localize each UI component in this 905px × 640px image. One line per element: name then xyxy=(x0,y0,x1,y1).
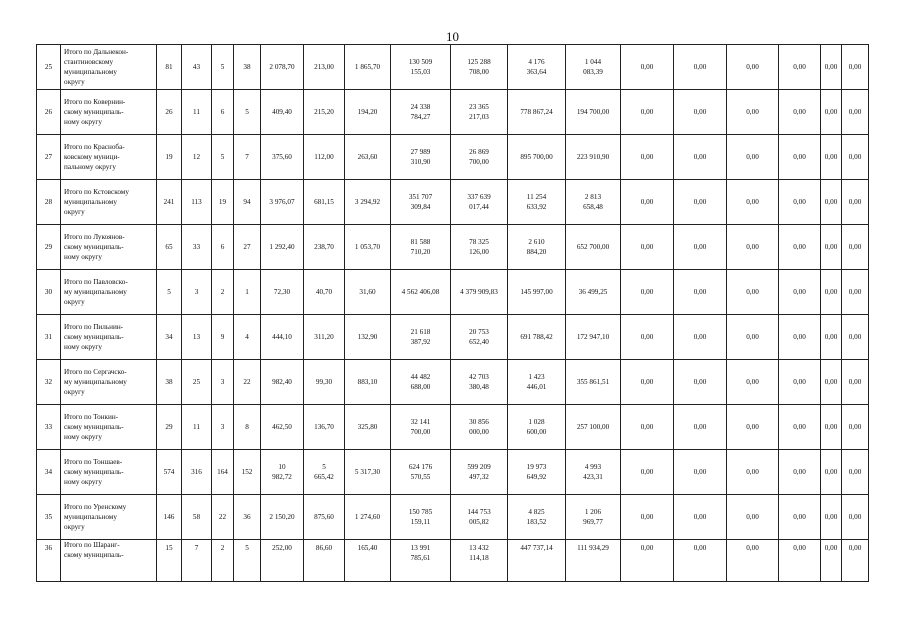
count-c-cell: 4 xyxy=(234,315,261,360)
amount-col-13-cell: 0,00 xyxy=(674,225,727,270)
count-b-cell: 5 xyxy=(212,45,234,90)
amount-col-13-cell: 0,00 xyxy=(674,450,727,495)
count-c-cell: 27 xyxy=(234,225,261,270)
amount-col-15-cell: 0,00 xyxy=(779,405,821,450)
count-a-cell: 25 xyxy=(182,360,212,405)
municipality-name-cell: Итого по Лукоянов- скому муниципаль- ному округу xyxy=(61,225,157,270)
count-a-cell: 33 xyxy=(182,225,212,270)
area-b-cell: 194,20 xyxy=(345,90,391,135)
count-a-cell: 43 xyxy=(182,45,212,90)
amount-total-cell: 13 991 785,61 xyxy=(391,540,451,582)
amount-col-16-cell: 0,00 xyxy=(821,180,842,225)
amount-col-13-cell: 0,00 xyxy=(674,45,727,90)
amount-col-12-cell: 0,00 xyxy=(621,495,674,540)
amount-col-15-cell: 0,00 xyxy=(779,45,821,90)
amount-total-cell: 32 141 700,00 xyxy=(391,405,451,450)
area-b-cell: 132,90 xyxy=(345,315,391,360)
count-c-cell: 94 xyxy=(234,180,261,225)
area-a-cell: 875,60 xyxy=(304,495,345,540)
count-b-cell: 2 xyxy=(212,270,234,315)
count-total-cell: 38 xyxy=(157,360,182,405)
municipality-name-cell: Итого по Ковернин- скому муниципаль- ному округу xyxy=(61,90,157,135)
count-b-cell: 2 xyxy=(212,540,234,582)
table-row xyxy=(37,450,869,495)
amount-col-16-cell: 0,00 xyxy=(821,135,842,180)
table-row xyxy=(37,225,869,270)
amount-col-17-cell: 0,00 xyxy=(842,495,869,540)
amount-col-12-cell: 0,00 xyxy=(621,405,674,450)
row-number-cell: 30 xyxy=(37,270,61,315)
count-c-cell: 7 xyxy=(234,135,261,180)
table-row xyxy=(37,405,869,450)
amount-col-12-cell: 0,00 xyxy=(621,45,674,90)
area-total-cell: 375,60 xyxy=(261,135,304,180)
count-c-cell: 152 xyxy=(234,450,261,495)
table-row xyxy=(37,540,869,582)
amount-regional-cell: 4 825 183,52 xyxy=(508,495,566,540)
amount-regional-cell: 895 700,00 xyxy=(508,135,566,180)
count-c-cell: 5 xyxy=(234,540,261,582)
amount-regional-cell: 778 867,24 xyxy=(508,90,566,135)
amount-col-16-cell: 0,00 xyxy=(821,270,842,315)
row-number-cell: 35 xyxy=(37,495,61,540)
amount-col-12-cell: 0,00 xyxy=(621,315,674,360)
count-a-cell: 11 xyxy=(182,405,212,450)
amount-regional-cell: 447 737,14 xyxy=(508,540,566,582)
amount-col-17-cell: 0,00 xyxy=(842,225,869,270)
count-b-cell: 3 xyxy=(212,360,234,405)
amount-col-15-cell: 0,00 xyxy=(779,225,821,270)
amount-col-15-cell: 0,00 xyxy=(779,360,821,405)
area-total-cell: 409,40 xyxy=(261,90,304,135)
row-number-cell: 32 xyxy=(37,360,61,405)
amount-total-cell: 150 785 159,11 xyxy=(391,495,451,540)
municipality-name-cell: Итого по Тонкин- скому муниципаль- ному округу xyxy=(61,405,157,450)
area-b-cell: 31,60 xyxy=(345,270,391,315)
area-b-cell: 1 053,70 xyxy=(345,225,391,270)
count-b-cell: 22 xyxy=(212,495,234,540)
amount-regional-cell: 11 254 633,92 xyxy=(508,180,566,225)
amount-col-16-cell: 0,00 xyxy=(821,315,842,360)
row-number-cell: 31 xyxy=(37,315,61,360)
area-a-cell: 86,60 xyxy=(304,540,345,582)
row-number-cell: 28 xyxy=(37,180,61,225)
amount-local-cell: 36 499,25 xyxy=(566,270,621,315)
count-b-cell: 164 xyxy=(212,450,234,495)
amount-col-13-cell: 0,00 xyxy=(674,135,727,180)
area-total-cell: 2 150,20 xyxy=(261,495,304,540)
amount-federal-cell: 4 379 909,83 xyxy=(451,270,508,315)
amount-local-cell: 194 700,00 xyxy=(566,90,621,135)
count-b-cell: 5 xyxy=(212,135,234,180)
amount-total-cell: 130 509 155,03 xyxy=(391,45,451,90)
amount-col-17-cell: 0,00 xyxy=(842,405,869,450)
count-a-cell: 3 xyxy=(182,270,212,315)
area-b-cell: 5 317,30 xyxy=(345,450,391,495)
table-row xyxy=(37,360,869,405)
table-row xyxy=(37,90,869,135)
row-number-cell: 36 xyxy=(37,540,61,582)
area-total-cell: 10 982,72 xyxy=(261,450,304,495)
count-total-cell: 34 xyxy=(157,315,182,360)
municipality-name-cell: Итого по Павловско- му муниципальному округу xyxy=(61,270,157,315)
municipality-name-cell: Итого по Кстовскому муниципальному округу xyxy=(61,180,157,225)
amount-regional-cell: 19 973 649,92 xyxy=(508,450,566,495)
count-total-cell: 15 xyxy=(157,540,182,582)
amount-federal-cell: 337 639 017,44 xyxy=(451,180,508,225)
amount-local-cell: 1 206 969,77 xyxy=(566,495,621,540)
count-a-cell: 58 xyxy=(182,495,212,540)
area-total-cell: 2 078,70 xyxy=(261,45,304,90)
amount-col-17-cell: 0,00 xyxy=(842,315,869,360)
amount-col-13-cell: 0,00 xyxy=(674,90,727,135)
amount-local-cell: 223 910,90 xyxy=(566,135,621,180)
count-b-cell: 3 xyxy=(212,405,234,450)
area-a-cell: 681,15 xyxy=(304,180,345,225)
amount-col-14-cell: 0,00 xyxy=(727,540,779,582)
amount-col-14-cell: 0,00 xyxy=(727,45,779,90)
amount-col-15-cell: 0,00 xyxy=(779,315,821,360)
area-b-cell: 1 274,60 xyxy=(345,495,391,540)
amount-col-16-cell: 0,00 xyxy=(821,450,842,495)
count-total-cell: 65 xyxy=(157,225,182,270)
count-total-cell: 574 xyxy=(157,450,182,495)
count-total-cell: 29 xyxy=(157,405,182,450)
amount-federal-cell: 23 365 217,03 xyxy=(451,90,508,135)
table-row xyxy=(37,270,869,315)
row-number-cell: 29 xyxy=(37,225,61,270)
amount-col-14-cell: 0,00 xyxy=(727,90,779,135)
table-row xyxy=(37,495,869,540)
count-b-cell: 6 xyxy=(212,90,234,135)
table-row xyxy=(37,315,869,360)
amount-col-15-cell: 0,00 xyxy=(779,135,821,180)
amount-total-cell: 351 707 309,84 xyxy=(391,180,451,225)
amount-col-14-cell: 0,00 xyxy=(727,315,779,360)
count-total-cell: 241 xyxy=(157,180,182,225)
municipality-name-cell: Итого по Тоншаев- скому муниципаль- ному округу xyxy=(61,450,157,495)
amount-local-cell: 111 934,29 xyxy=(566,540,621,582)
amount-total-cell: 4 562 406,08 xyxy=(391,270,451,315)
count-a-cell: 13 xyxy=(182,315,212,360)
amount-local-cell: 1 044 083,39 xyxy=(566,45,621,90)
amount-local-cell: 172 947,10 xyxy=(566,315,621,360)
amount-col-17-cell: 0,00 xyxy=(842,180,869,225)
amount-local-cell: 257 100,00 xyxy=(566,405,621,450)
amount-regional-cell: 691 788,42 xyxy=(508,315,566,360)
area-b-cell: 883,10 xyxy=(345,360,391,405)
area-a-cell: 311,20 xyxy=(304,315,345,360)
amount-col-17-cell: 0,00 xyxy=(842,45,869,90)
area-a-cell: 215,20 xyxy=(304,90,345,135)
municipality-name-cell: Итого по Шаранг- скому муниципаль- xyxy=(61,540,157,582)
amount-federal-cell: 13 432 114,18 xyxy=(451,540,508,582)
row-number-cell: 26 xyxy=(37,90,61,135)
municipality-name-cell: Итого по Краснoба- ковскому муници- пальному округу xyxy=(61,135,157,180)
amount-col-12-cell: 0,00 xyxy=(621,540,674,582)
amount-col-14-cell: 0,00 xyxy=(727,495,779,540)
amount-col-15-cell: 0,00 xyxy=(779,495,821,540)
area-a-cell: 40,70 xyxy=(304,270,345,315)
amount-col-15-cell: 0,00 xyxy=(779,450,821,495)
municipality-name-cell: Итого по Дальнекон- стантиновскому муниципальному округу xyxy=(61,45,157,90)
count-a-cell: 11 xyxy=(182,90,212,135)
municipality-name-cell: Итого по Пильнин- скому муниципаль- ному округу xyxy=(61,315,157,360)
amount-regional-cell: 2 610 884,20 xyxy=(508,225,566,270)
amount-col-12-cell: 0,00 xyxy=(621,450,674,495)
amount-col-13-cell: 0,00 xyxy=(674,540,727,582)
amount-col-16-cell: 0,00 xyxy=(821,405,842,450)
row-number-cell: 25 xyxy=(37,45,61,90)
count-total-cell: 26 xyxy=(157,90,182,135)
count-total-cell: 81 xyxy=(157,45,182,90)
count-total-cell: 146 xyxy=(157,495,182,540)
amount-local-cell: 2 813 658,48 xyxy=(566,180,621,225)
amount-col-17-cell: 0,00 xyxy=(842,270,869,315)
amount-col-16-cell: 0,00 xyxy=(821,495,842,540)
amount-col-14-cell: 0,00 xyxy=(727,360,779,405)
area-total-cell: 252,00 xyxy=(261,540,304,582)
amount-col-16-cell: 0,00 xyxy=(821,90,842,135)
amount-col-16-cell: 0,00 xyxy=(821,225,842,270)
amount-col-14-cell: 0,00 xyxy=(727,450,779,495)
amount-federal-cell: 20 753 652,40 xyxy=(451,315,508,360)
amount-col-14-cell: 0,00 xyxy=(727,270,779,315)
amount-col-12-cell: 0,00 xyxy=(621,270,674,315)
area-total-cell: 462,50 xyxy=(261,405,304,450)
row-number-cell: 27 xyxy=(37,135,61,180)
amount-col-14-cell: 0,00 xyxy=(727,135,779,180)
amount-col-17-cell: 0,00 xyxy=(842,135,869,180)
count-b-cell: 6 xyxy=(212,225,234,270)
count-b-cell: 19 xyxy=(212,180,234,225)
area-a-cell: 136,70 xyxy=(304,405,345,450)
amount-col-12-cell: 0,00 xyxy=(621,360,674,405)
area-a-cell: 238,70 xyxy=(304,225,345,270)
page-number: 10 xyxy=(446,29,459,44)
amount-federal-cell: 30 856 000,00 xyxy=(451,405,508,450)
amount-federal-cell: 26 869 700,00 xyxy=(451,135,508,180)
table-row xyxy=(37,180,869,225)
amount-col-12-cell: 0,00 xyxy=(621,90,674,135)
count-a-cell: 316 xyxy=(182,450,212,495)
amount-local-cell: 355 861,51 xyxy=(566,360,621,405)
amount-col-12-cell: 0,00 xyxy=(621,225,674,270)
amount-regional-cell: 145 997,00 xyxy=(508,270,566,315)
amount-federal-cell: 144 753 005,82 xyxy=(451,495,508,540)
area-a-cell: 99,30 xyxy=(304,360,345,405)
count-b-cell: 9 xyxy=(212,315,234,360)
area-a-cell: 112,00 xyxy=(304,135,345,180)
amount-col-13-cell: 0,00 xyxy=(674,495,727,540)
area-b-cell: 3 294,92 xyxy=(345,180,391,225)
amount-col-12-cell: 0,00 xyxy=(621,135,674,180)
count-c-cell: 38 xyxy=(234,45,261,90)
table-body xyxy=(37,45,869,582)
count-c-cell: 36 xyxy=(234,495,261,540)
area-total-cell: 982,40 xyxy=(261,360,304,405)
amount-total-cell: 44 482 688,00 xyxy=(391,360,451,405)
data-table xyxy=(36,44,869,582)
count-a-cell: 7 xyxy=(182,540,212,582)
amount-total-cell: 27 989 310,90 xyxy=(391,135,451,180)
table-row xyxy=(37,135,869,180)
amount-col-16-cell: 0,00 xyxy=(821,540,842,582)
municipality-name-cell: Итого по Сергачско- му муниципальному округу xyxy=(61,360,157,405)
amount-col-16-cell: 0,00 xyxy=(821,360,842,405)
amount-col-16-cell: 0,00 xyxy=(821,45,842,90)
amount-col-14-cell: 0,00 xyxy=(727,405,779,450)
area-b-cell: 1 865,70 xyxy=(345,45,391,90)
municipality-name-cell: Итого по Уренскому муниципальному округу xyxy=(61,495,157,540)
count-total-cell: 5 xyxy=(157,270,182,315)
area-b-cell: 325,80 xyxy=(345,405,391,450)
amount-col-13-cell: 0,00 xyxy=(674,270,727,315)
amount-col-12-cell: 0,00 xyxy=(621,180,674,225)
area-total-cell: 1 292,40 xyxy=(261,225,304,270)
count-c-cell: 5 xyxy=(234,90,261,135)
amount-col-15-cell: 0,00 xyxy=(779,180,821,225)
count-total-cell: 19 xyxy=(157,135,182,180)
amount-col-15-cell: 0,00 xyxy=(779,90,821,135)
amount-local-cell: 652 700,00 xyxy=(566,225,621,270)
amount-col-13-cell: 0,00 xyxy=(674,180,727,225)
row-number-cell: 34 xyxy=(37,450,61,495)
area-a-cell: 5 665,42 xyxy=(304,450,345,495)
area-b-cell: 165,40 xyxy=(345,540,391,582)
area-a-cell: 213,00 xyxy=(304,45,345,90)
count-c-cell: 22 xyxy=(234,360,261,405)
amount-regional-cell: 4 176 363,64 xyxy=(508,45,566,90)
amount-col-14-cell: 0,00 xyxy=(727,180,779,225)
amount-col-13-cell: 0,00 xyxy=(674,315,727,360)
amount-total-cell: 624 176 570,55 xyxy=(391,450,451,495)
amount-total-cell: 81 588 710,20 xyxy=(391,225,451,270)
amount-regional-cell: 1 423 446,01 xyxy=(508,360,566,405)
table-row xyxy=(37,45,869,90)
area-total-cell: 3 976,07 xyxy=(261,180,304,225)
count-a-cell: 113 xyxy=(182,180,212,225)
amount-col-17-cell: 0,00 xyxy=(842,360,869,405)
area-b-cell: 263,60 xyxy=(345,135,391,180)
area-total-cell: 444,10 xyxy=(261,315,304,360)
area-total-cell: 72,30 xyxy=(261,270,304,315)
amount-col-15-cell: 0,00 xyxy=(779,270,821,315)
amount-col-14-cell: 0,00 xyxy=(727,225,779,270)
amount-col-13-cell: 0,00 xyxy=(674,360,727,405)
amount-federal-cell: 125 288 708,00 xyxy=(451,45,508,90)
amount-federal-cell: 78 325 126,00 xyxy=(451,225,508,270)
amount-federal-cell: 599 209 497,32 xyxy=(451,450,508,495)
amount-federal-cell: 42 703 380,48 xyxy=(451,360,508,405)
amount-total-cell: 21 618 387,92 xyxy=(391,315,451,360)
amount-col-15-cell: 0,00 xyxy=(779,540,821,582)
count-a-cell: 12 xyxy=(182,135,212,180)
amount-col-17-cell: 0,00 xyxy=(842,540,869,582)
amount-local-cell: 4 993 423,31 xyxy=(566,450,621,495)
amount-total-cell: 24 338 784,27 xyxy=(391,90,451,135)
count-c-cell: 8 xyxy=(234,405,261,450)
amount-col-17-cell: 0,00 xyxy=(842,450,869,495)
amount-col-13-cell: 0,00 xyxy=(674,405,727,450)
amount-regional-cell: 1 028 600,00 xyxy=(508,405,566,450)
count-c-cell: 1 xyxy=(234,270,261,315)
amount-col-17-cell: 0,00 xyxy=(842,90,869,135)
row-number-cell: 33 xyxy=(37,405,61,450)
